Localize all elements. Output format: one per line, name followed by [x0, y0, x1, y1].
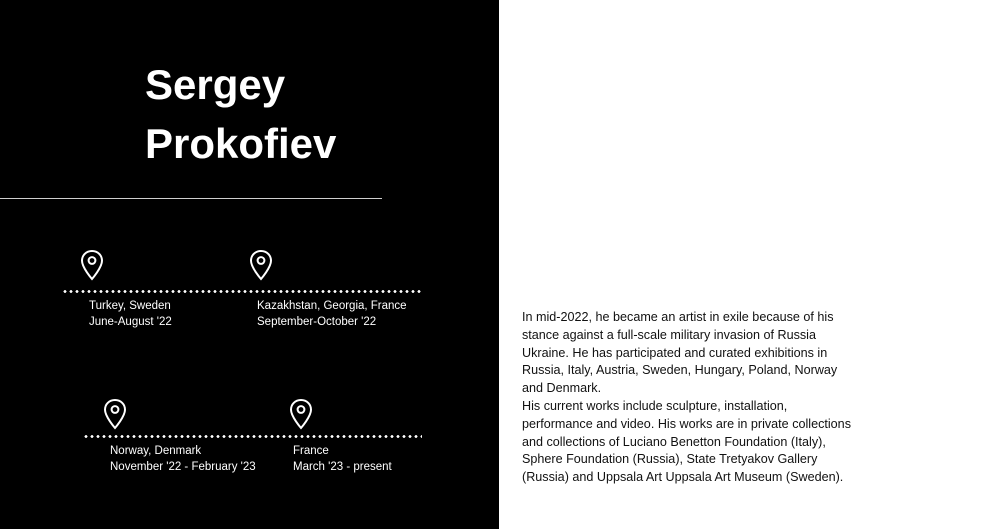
artist-first-name: Sergey	[145, 61, 286, 108]
artist-name	[145, 55, 336, 173]
dark-panel	[0, 0, 499, 529]
timeline-stop	[257, 298, 407, 330]
timeline-dotted-line	[83, 435, 422, 438]
bio-paragraph-1: In mid-2022, he became an artist in exile because of his stance against a full-scale military invasion of Russia Ukraine. He has participated and curated exhibitions in Russia, Italy, Austria, Sweden, Hungary, Poland, Norway and Denmark.	[522, 310, 838, 396]
map-pin-icon	[103, 398, 127, 430]
artist-last-name: Prokofiev	[145, 120, 337, 167]
stop-place: France	[293, 445, 329, 457]
artist-bio	[522, 309, 852, 487]
map-pin-icon	[80, 249, 104, 281]
stop-place: Kazakhstan, Georgia, France	[257, 300, 407, 312]
map-pin-icon	[289, 398, 313, 430]
stop-place: Turkey, Sweden	[89, 300, 171, 312]
map-pin-icon	[249, 249, 273, 281]
stop-dates: November '22 - February '23	[110, 461, 256, 473]
bio-paragraph-2: His current works include sculpture, installation, performance and video. His works are in private collections and collections of Luciano Benetton Foundation (Italy), Sphere Foundation (Russia), State Tretyakov Gallery (Russia) and Uppsala Art Uppsala Art Museum (Sweden).	[522, 398, 851, 485]
timeline-stop	[293, 443, 392, 475]
timeline-stop	[89, 298, 172, 330]
stop-dates: March '23 - present	[293, 461, 392, 473]
stop-dates: June-August '22	[89, 316, 172, 328]
timeline-dotted-line	[62, 290, 422, 293]
stop-place: Norway, Denmark	[110, 445, 202, 457]
stop-dates: September-October '22	[257, 316, 377, 328]
title-divider	[0, 198, 382, 199]
timeline-stop	[110, 443, 256, 475]
